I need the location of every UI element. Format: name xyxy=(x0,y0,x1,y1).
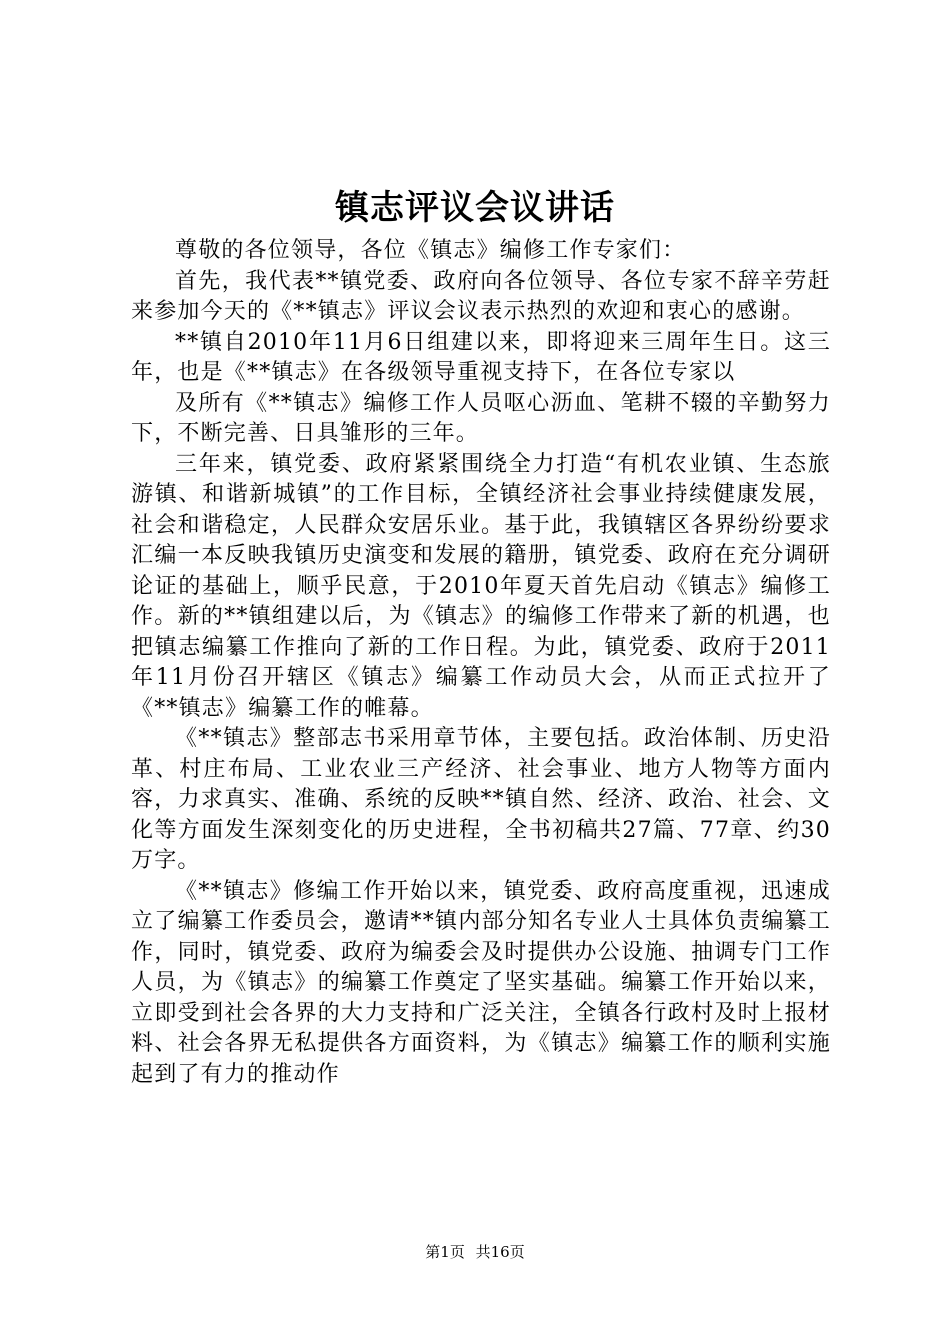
paragraph-three-years: **镇自2010年11月6日组建以来，即将迎来三周年生日。这三年，也是《**镇志》在各级领导重视支持下，在各位专家以 xyxy=(131,329,831,385)
paragraph-welcome: 首先，我代表**镇党委、政府向各位领导、各位专家不辞辛劳赶来参加今天的《**镇志》评议会议表示热烈的欢迎和衷心的感谢。 xyxy=(131,268,831,324)
paragraph-salutation: 尊敬的各位领导，各位《镇志》编修工作专家们： xyxy=(175,238,686,263)
paragraph-progress: 《**镇志》修编工作开始以来，镇党委、政府高度重视，迅速成立了编纂工作委员会，邀请**镇内部分知名专业人士具体负责编纂工作，同时，镇党委、政府为编委会及时提供办公设施、抽调专门工作人员，为《镇志》的编纂工作奠定了坚实基础。编纂工作开始以来，立即受到社会各界的大力支持和广泛关注，全镇各行政村及时上报材料、社会各界无私提供各方面资料，为《镇志》编纂工作的顺利实施起到了有力的推动作 xyxy=(131,878,831,1087)
paragraph-contents: 《**镇志》整部志书采用章节体，主要包括。政治体制、历史沿革、村庄布局、工业农业三产经济、社会事业、地方人物等方面内容，力求真实、准确、系统的反映**镇自然、经济、政治、社会、文化等方面发生深刻变化的历史进程，全书初稿共27篇、77章、约30万字。 xyxy=(131,726,831,873)
paragraph-background: 三年来，镇党委、政府紧紧围绕全力打造“有机农业镇、生态旅游镇、和谐新城镇”的工作目标，全镇经济社会事业持续健康发展，社会和谐稳定，人民群众安居乐业。基于此，我镇辖区各界纷纷要求汇编一本反映我镇历史演变和发展的籍册，镇党委、政府在充分调研论证的基础上，顺乎民意，于2010年夏天首先启动《镇志》编修工作。新的**镇组建以后，为《镇志》的编修工作带来了新的机遇，也把镇志编纂工作推向了新的工作日程。为此，镇党委、政府于2011年11月份召开辖区《镇志》编纂工作动员大会，从而正式拉开了《**镇志》编纂工作的帷幕。 xyxy=(131,451,831,721)
page-number: 第1页 xyxy=(425,1243,465,1261)
document-title: 镇志评议会议讲话 xyxy=(335,188,615,228)
page-footer xyxy=(0,1242,950,1262)
paragraph-continuation: 及所有《**镇志》编修工作人员呕心沥血、笔耕不辍的辛勤努力下，不断完善、日具雏形的三年。 xyxy=(131,390,831,446)
document-body xyxy=(131,236,831,1090)
page-total: 共16页 xyxy=(475,1243,525,1261)
